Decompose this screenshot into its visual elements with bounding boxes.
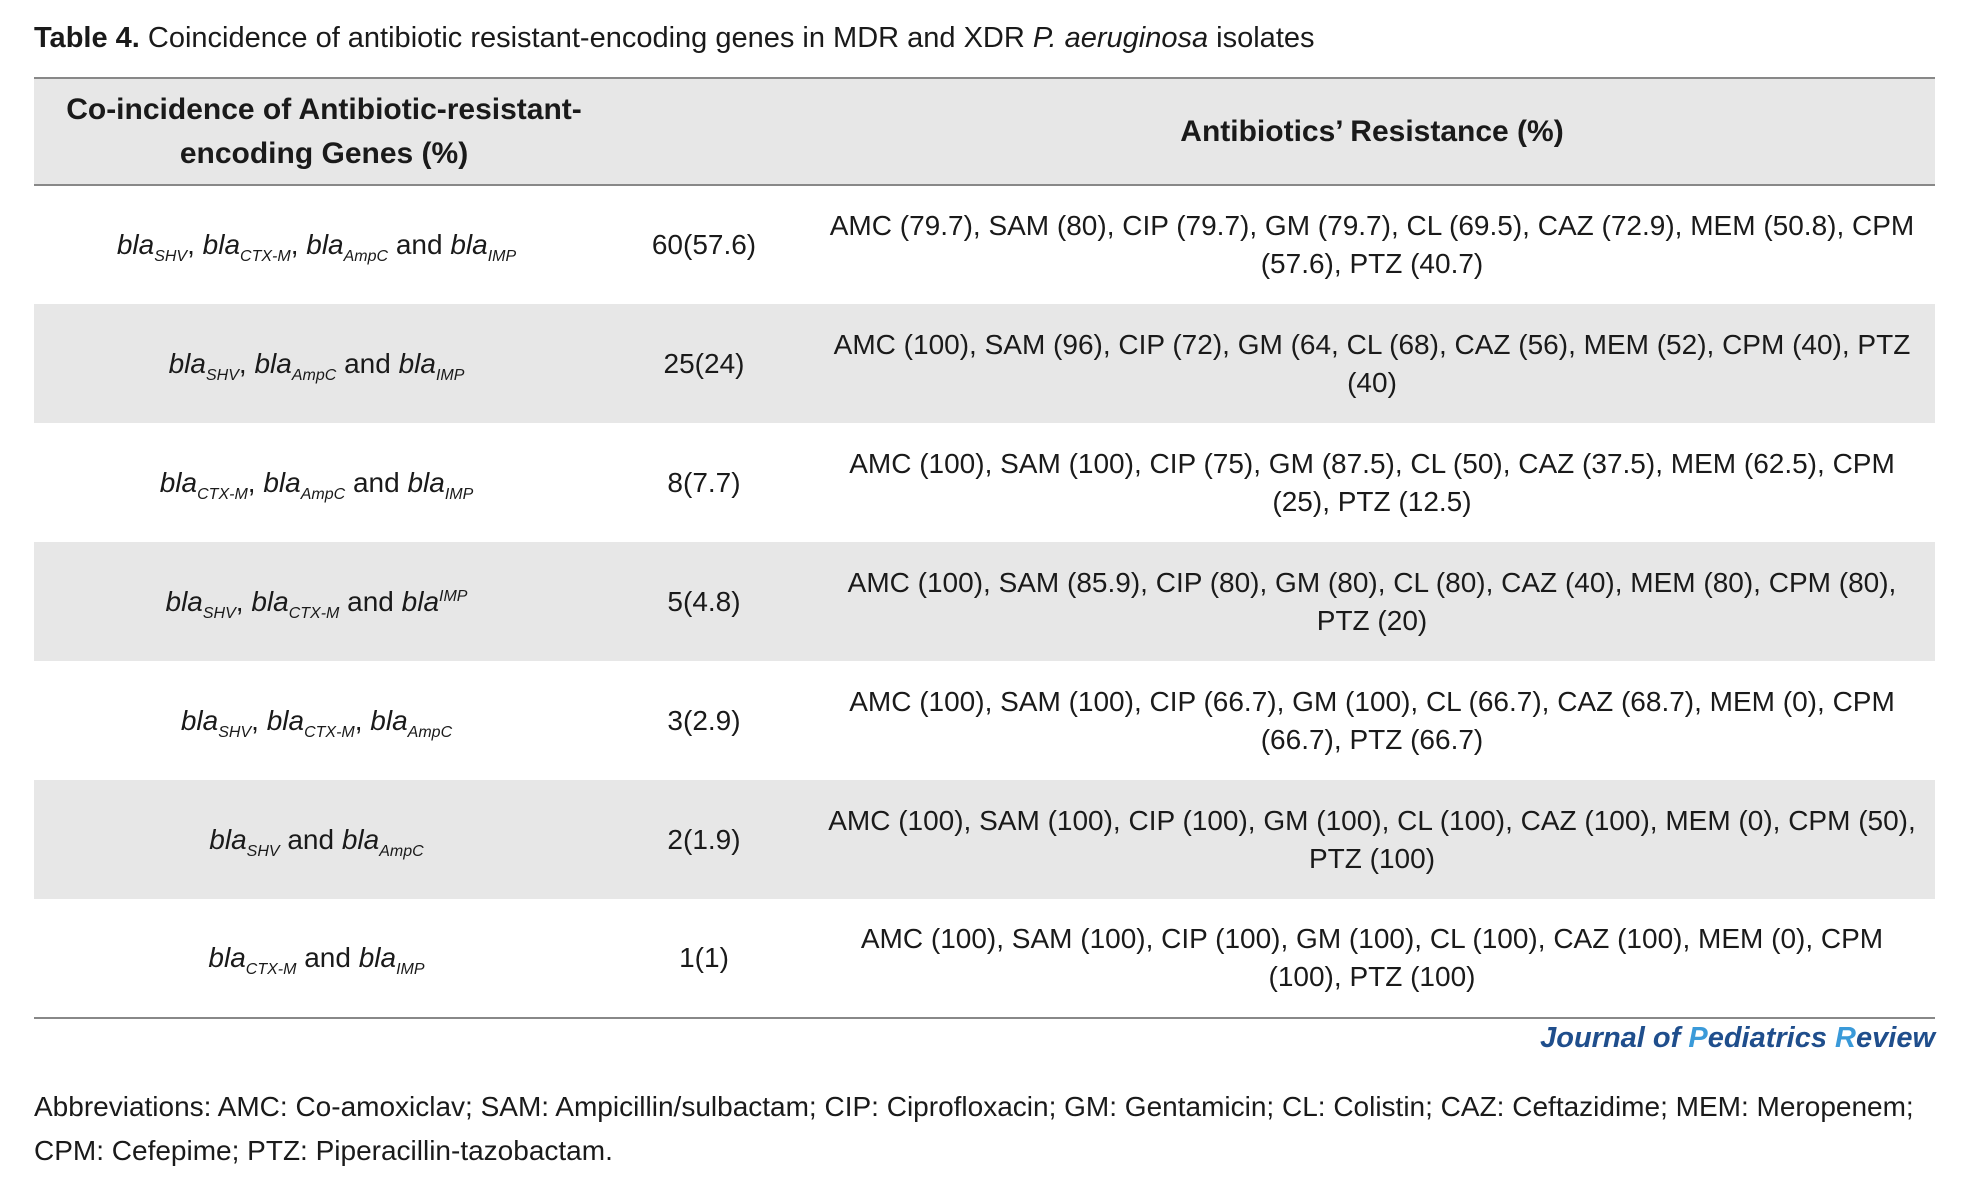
coincidence-count: 25(24) (663, 347, 745, 379)
gene-subscript: IMP (444, 485, 474, 503)
gene-prefix: bla (401, 585, 440, 617)
resistance-values: AMC (79.7), SAM (80), CIP (79.7), GM (79.7), CL (69.5), CAZ (72.9), MEM (50.8), CPM (57.6), PTZ (40.7) (829, 210, 1915, 279)
gene-subscript: SHV (218, 723, 252, 741)
caption-label: Table 4. (34, 22, 140, 54)
coincidence-count: 60(57.6) (651, 229, 757, 260)
header-genes-text: Co-incidence of Antibiotic-resistant-encoding Genes (%) (66, 92, 582, 170)
caption-text-end: isolates (1216, 22, 1315, 54)
gene-subscript: SHV (154, 248, 188, 265)
gene-subscript: CTX-M (240, 248, 291, 265)
journal-logo-part: ediatrics (1707, 1022, 1836, 1054)
gene-prefix: bla (358, 942, 397, 973)
gene-prefix: bla (159, 466, 198, 498)
gene-prefix: bla (266, 704, 305, 736)
journal-logo-accent: R (1835, 1022, 1856, 1054)
gene-subscript: IMP (396, 961, 425, 978)
resistance-values: AMC (100), SAM (100), CIP (66.7), GM (100), CL (66.7), CAZ (68.7), MEM (0), CPM (66.7), PTZ (66.7) (849, 685, 1895, 755)
gene-prefix: bla (251, 585, 289, 617)
gene-combination: bla$_{SHV}$, bla$_{CTX-M}$ and bla$^{IMP}$ (165, 585, 468, 622)
gene-combination (34, 899, 599, 1018)
table-row (34, 899, 1935, 1018)
gene-prefix: bla (202, 229, 241, 260)
gene-prefix: bla (208, 942, 246, 973)
header-genes (34, 78, 809, 185)
gene-subscript: AmpC (379, 842, 424, 860)
table-row (34, 780, 1935, 899)
journal-logo-accent: P (1688, 1022, 1708, 1054)
table-caption (34, 20, 1315, 56)
gene-subscript: CTX-M (197, 485, 248, 503)
gene-subscript: IMP (487, 248, 517, 265)
resistance-values: AMC (100), SAM (100), CIP (75), GM (87.5), CL (50), CAZ (37.5), MEM (62.5), CPM (25), PTZ (12.5) (849, 447, 1895, 517)
gene-prefix: bla (165, 585, 203, 617)
gene-prefix: bla (254, 347, 292, 379)
table-row (34, 423, 1935, 542)
table-header-row (34, 78, 1935, 185)
gene-subscript: SHV (205, 366, 239, 384)
resistance-values: AMC (100), SAM (96), CIP (72), GM (64, CL (68), CAZ (56), MEM (52), CPM (40), PTZ (40) (833, 328, 1911, 398)
gene-subscript: CTX-M (288, 604, 340, 622)
table-row (34, 304, 1935, 423)
gene-prefix: bla (209, 823, 247, 855)
connector-word: and (304, 942, 351, 973)
gene-superscript: IMP (439, 587, 468, 605)
abbreviations-footnote: Abbreviations: AMC: Co-amoxiclav; SAM: Ampicillin/sulbactam; CIP: Ciprofloxacin; GM: Gentamicin; CL: Colistin; CAZ: Ceftazidime; MEM: Meropenem; CPM: Cefepime; PTZ: Piperacillin-tazobactam. (34, 1091, 1914, 1166)
connector-word: and (344, 347, 391, 379)
gene-subscript: AmpC (300, 485, 346, 503)
gene-subscript: AmpC (407, 723, 453, 741)
table-row (34, 185, 1935, 304)
connector-word: and (352, 466, 400, 498)
resistance-values: AMC (100), SAM (100), CIP (100), GM (100), CL (100), CAZ (100), MEM (0), CPM (50), PTZ (100) (828, 804, 1916, 874)
gene-combination: bla$_{SHV}$, bla$_{CTX-M}$, bla$_{AmpC}$ and bla$_{IMP}$ (116, 229, 517, 265)
gene-combination: bla$_{SHV}$, bla$_{CTX-M}$, bla$_{AmpC}$ (180, 704, 453, 741)
journal-logo-part: eview (1856, 1022, 1935, 1054)
gene-prefix: bla (370, 704, 408, 736)
caption-text: Coincidence of antibiotic resistant-encoding genes in MDR and XDR (147, 22, 1025, 54)
gene-subscript: SHV (246, 842, 280, 860)
journal-logo-part: Journal of (1540, 1022, 1689, 1054)
gene-prefix: bla (306, 229, 344, 260)
gene-combination (34, 780, 599, 899)
coincidence-count: 1(1) (599, 899, 809, 1018)
gene-prefix: bla (168, 347, 206, 379)
resistance-values: AMC (100), SAM (100), CIP (100), GM (100), CL (100), CAZ (100), MEM (0), CPM (100), PTZ (100) (809, 899, 1935, 1018)
gene-subscript: AmpC (291, 366, 337, 384)
connector-word: and (287, 823, 335, 855)
connector-word: and (347, 585, 394, 617)
gene-subscript: SHV (202, 604, 236, 622)
gene-subscript: IMP (435, 366, 465, 384)
connector-word: and (395, 229, 443, 260)
gene-subscript: CTX-M (304, 723, 355, 741)
coincidence-count: 2(1.9) (667, 823, 741, 855)
coincidence-count: 3(2.9) (667, 704, 741, 736)
table-row (34, 661, 1935, 780)
header-resistance: Antibiotics’ Resistance (%) (809, 78, 1935, 185)
gene-prefix: bla (450, 229, 488, 260)
gene-subscript: CTX-M (245, 961, 297, 978)
gene-prefix: bla (116, 229, 155, 260)
table-row (34, 542, 1935, 661)
gene-prefix: bla (263, 466, 301, 498)
gene-subscript: AmpC (343, 248, 389, 265)
gene-combination: bla$_{CTX-M}$, bla$_{AmpC}$ and bla$_{IMP}$ (159, 466, 474, 503)
journal-logo (1540, 1022, 1935, 1055)
coincidence-count: 5(4.8) (667, 585, 741, 617)
gene-coincidence-table (34, 77, 1935, 1019)
gene-combination: bla$_{SHV}$, bla$_{AmpC}$ and bla$_{IMP}$ (168, 347, 465, 384)
gene-prefix: bla (407, 466, 445, 498)
caption-species: P. aeruginosa (1032, 22, 1209, 54)
resistance-values: AMC (100), SAM (85.9), CIP (80), GM (80), CL (80), CAZ (40), MEM (80), CPM (80), PTZ (20) (847, 566, 1897, 636)
gene-prefix: bla (398, 347, 436, 379)
gene-prefix: bla (180, 704, 219, 736)
gene-prefix: bla (341, 823, 380, 855)
coincidence-count: 8(7.7) (667, 466, 741, 498)
